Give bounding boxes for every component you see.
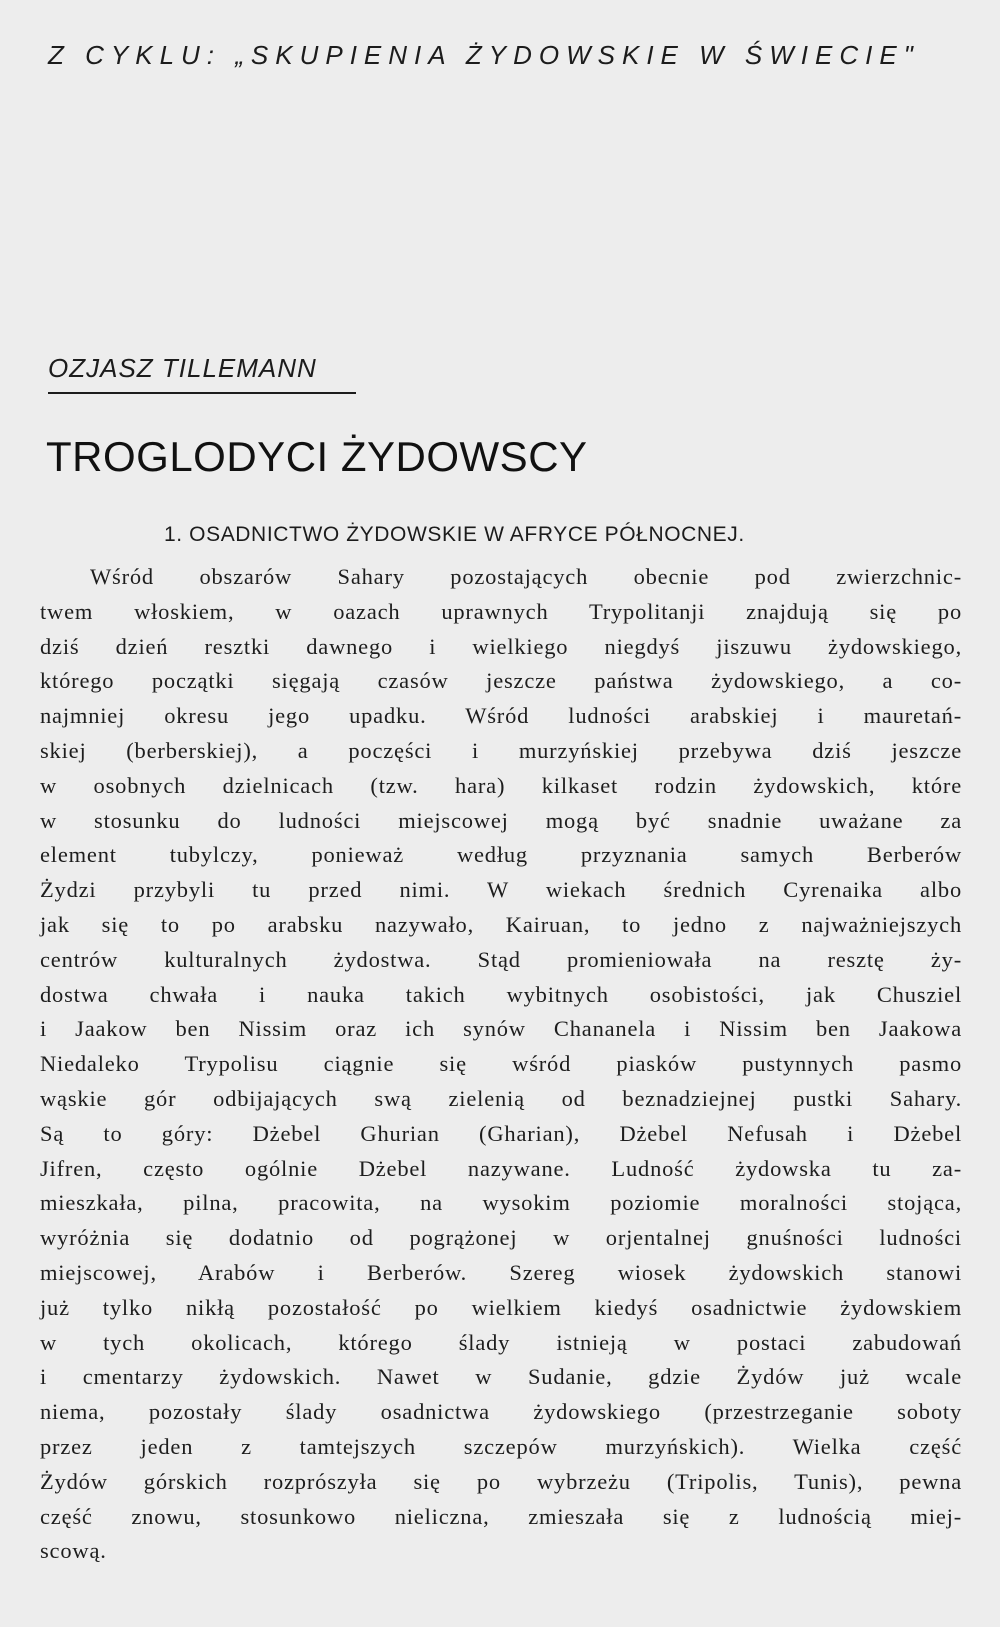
body-line: w osobnych dzielnicach (tzw. hara) kilkaset rodzin żydowskich, które	[40, 772, 962, 798]
body-line: Niedaleko Trypolisu ciągnie się wśród piasków pustynnych pasmo	[40, 1051, 962, 1077]
body-line: przez jeden z tamtejszych szczepów murzyńskich). Wielka część	[40, 1433, 962, 1459]
body-line: już tylko nikłą pozostałość po wielkiem kiedyś osadnictwie żydowskiem	[40, 1294, 962, 1320]
body-line: twem włoskiem, w oazach uprawnych Trypolitanji znajdują się po	[40, 598, 962, 624]
article-title: TROGLODYCI ŻYDOWSCY	[46, 433, 588, 480]
body-line: którego początki sięgają czasów jeszcze państwa żydowskiego, a co-	[40, 668, 962, 694]
body-line: Jifren, często ogólnie Dżebel nazywane. Ludność żydowska tu za-	[40, 1155, 962, 1181]
article-body	[40, 560, 962, 1569]
series-title: Z CYKLU: „SKUPIENIA ŻYDOWSKIE W ŚWIECIE"	[48, 40, 920, 70]
body-line: i cmentarzy żydowskich. Nawet w Sudanie, gdzie Żydów już wcale	[40, 1364, 962, 1390]
body-line: element tubylczy, ponieważ według przyznania samych Berberów	[40, 842, 962, 868]
body-line: Wśród obszarów Sahary pozostających obecnie pod zwierzchnic-	[90, 564, 962, 589]
body-line: dostwa chwała i nauka takich wybitnych osobistości, jak Chusziel	[40, 981, 962, 1007]
body-line: wyróżnia się dodatnio od pogrążonej w orjentalnej gnuśności ludności	[40, 1225, 962, 1251]
body-line: miejscowej, Arabów i Berberów. Szereg wiosek żydowskich stanowi	[40, 1259, 962, 1285]
body-line: w stosunku do ludności miejscowej mogą być snadnie uważane za	[40, 807, 962, 833]
body-line: w tych okolicach, którego ślady istnieją w postaci zabudowań	[40, 1329, 962, 1355]
body-line: wąskie gór odbijających swą zielenią od beznadziejnej pustki Sahary.	[40, 1085, 962, 1111]
body-line: mieszkała, pilna, pracowita, na wysokim poziomie moralności stojąca,	[40, 1190, 962, 1216]
body-line: niema, pozostały ślady osadnictwa żydowskiego (przestrzeganie soboty	[40, 1399, 962, 1425]
body-line: skiej (berberskiej), a poczęści i murzyńskiej przebywa dziś jeszcze	[40, 737, 962, 763]
body-line: i Jaakow ben Nissim oraz ich synów Chananela i Nissim ben Jaakowa	[40, 1016, 962, 1042]
body-line: najmniej okresu jego upadku. Wśród ludności arabskiej i mauretań-	[40, 703, 962, 729]
body-line: część znowu, stosunkowo nieliczna, zmieszała się z ludnością miej-	[40, 1503, 962, 1529]
body-line: Żydzi przybyli tu przed nimi. W wiekach średnich Cyrenaika albo	[40, 877, 962, 903]
body-line: Są to góry: Dżebel Ghurian (Gharian), Dżebel Nefusah i Dżebel	[40, 1120, 962, 1146]
body-line: scową.	[40, 1538, 107, 1564]
author-underline	[48, 392, 356, 394]
author-name: OZJASZ TILLEMANN	[48, 353, 317, 383]
body-line: dziś dzień resztki dawnego i wielkiego niegdyś jiszuwu żydowskiego,	[40, 633, 962, 659]
body-line: jak się to po arabsku nazywało, Kairuan, to jedno z najważniejszych	[40, 911, 962, 937]
body-line: Żydów górskich rozprószyła się po wybrzeżu (Tripolis, Tunis), pewna	[40, 1468, 962, 1494]
section-heading: 1. OSADNICTWO ŻYDOWSKIE W AFRYCE PÓŁNOCNEJ.	[164, 523, 745, 546]
body-line: centrów kulturalnych żydostwa. Stąd promieniowała na resztę ży-	[40, 946, 962, 972]
